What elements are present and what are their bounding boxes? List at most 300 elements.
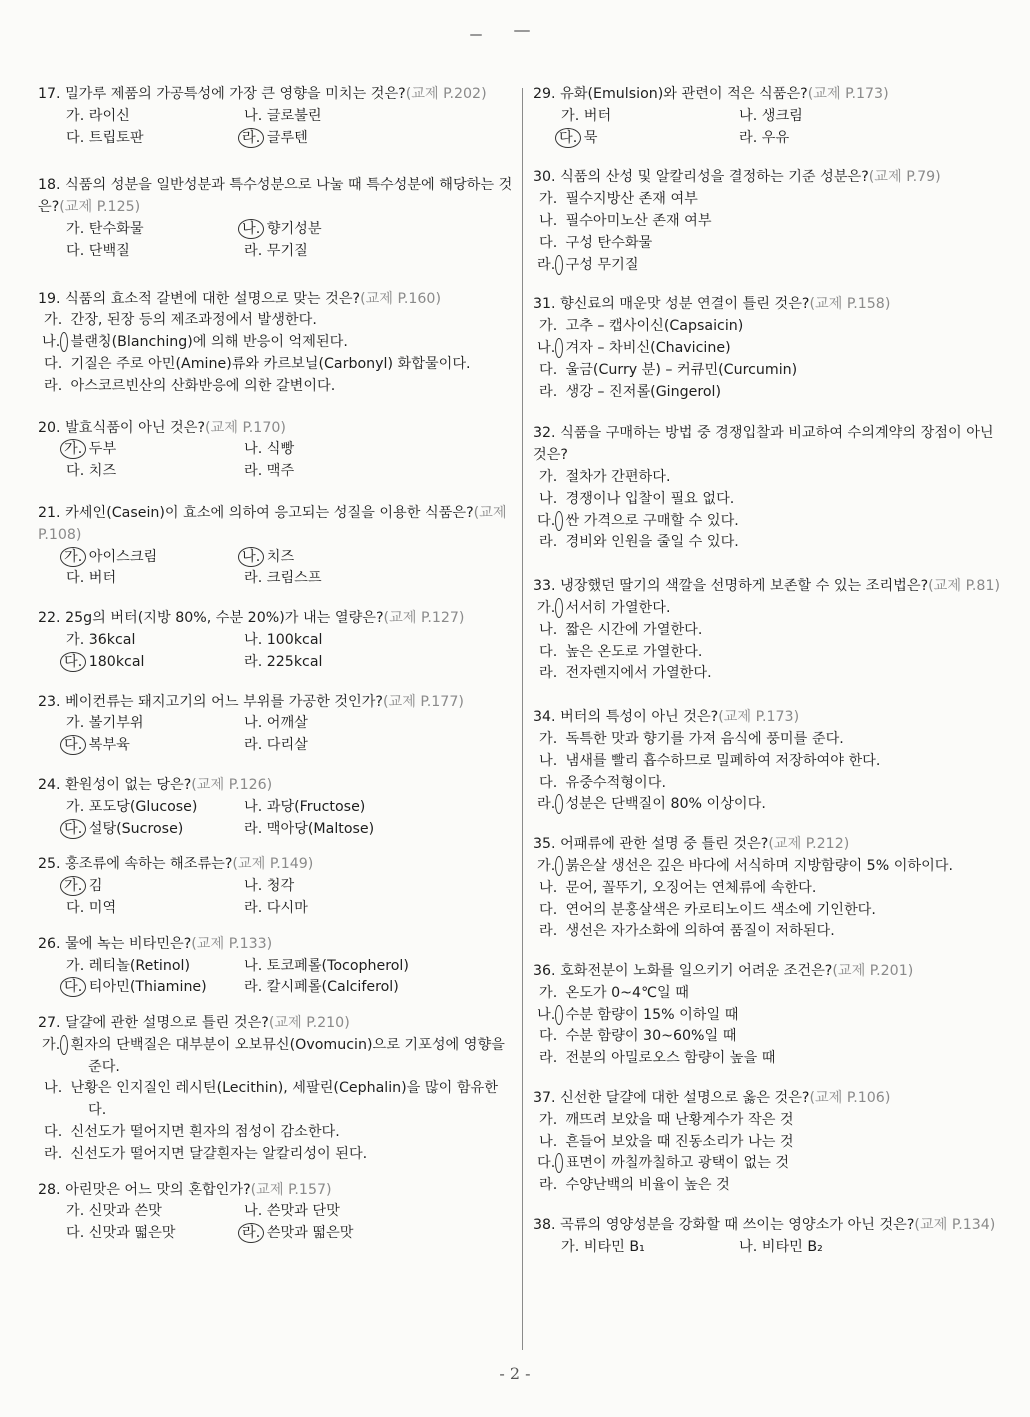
question-stem: 35. 어패류에 관한 설명 중 틀린 것은? (533, 836, 769, 853)
answer-option[interactable] (66, 547, 244, 569)
circled-answer-mark: 라. (238, 1223, 264, 1243)
answer-option[interactable] (66, 1223, 244, 1245)
circled-answer-mark: 라. (238, 128, 264, 148)
option-text: 다시마 (266, 899, 308, 916)
question-text (533, 834, 1011, 856)
option-text: 라이신 (88, 107, 130, 124)
circled-answer-mark: 나. (238, 219, 264, 239)
answer-option[interactable] (244, 652, 422, 674)
answer-option[interactable] (561, 128, 739, 150)
answer-option[interactable]: 가. 필수지방산 존재 여부 (539, 191, 698, 208)
question-text (38, 1180, 516, 1202)
answer-option[interactable] (244, 219, 422, 241)
answer-option[interactable] (537, 338, 1011, 360)
answer-option[interactable] (66, 898, 244, 920)
scan-speck (470, 34, 482, 36)
option-mark: 라. (244, 242, 263, 259)
answer-option[interactable] (66, 1201, 244, 1223)
textbook-reference: (교제 P.133) (191, 935, 273, 952)
answer-option[interactable] (537, 794, 1011, 816)
question-text (533, 707, 1011, 729)
answer-options (66, 439, 516, 483)
answer-option[interactable] (244, 797, 422, 819)
answer-option[interactable] (537, 255, 1011, 277)
question-q38 (533, 1215, 1011, 1259)
textbook-reference: (교제 P.202) (405, 86, 487, 102)
question-q19 (38, 289, 516, 398)
answer-option[interactable]: 다. 연어의 분홍살색은 카로티노이드 색소에 기인한다. (539, 901, 876, 918)
question-text (38, 84, 516, 106)
question-text (533, 423, 1011, 467)
option-text: 트립토판 (88, 129, 144, 146)
answer-option[interactable] (244, 1223, 422, 1245)
answer-options (561, 1237, 1011, 1259)
question-stem: 20. 발효식품이 아닌 것은? (38, 419, 205, 436)
option-text: 구성 무기질 (565, 256, 639, 273)
textbook-reference: (교제 P.125) (59, 199, 141, 216)
option-mark: 가. (66, 631, 85, 648)
option-row (66, 568, 516, 590)
option-mark: 라. (244, 653, 263, 670)
option-mark: 나. (244, 441, 263, 458)
question-q36 (533, 961, 1011, 1070)
answer-option[interactable]: 다. 기질은 주로 아민(Amine)류와 카르보닐(Carbonyl) 화합물이다. (44, 355, 471, 372)
answer-option[interactable] (66, 106, 244, 128)
question-stem: 33. 냉장했던 딸기의 색깔을 선명하게 보존할 수 있는 조리법은? (533, 578, 929, 595)
column-divider (522, 88, 523, 1350)
textbook-reference: (교제 P.173) (807, 86, 889, 102)
option-text: 신선도가 떨어지면 흰자의 점성이 감소한다. (70, 1124, 340, 1141)
option-text: 청각 (266, 878, 295, 895)
textbook-reference: (교제 P.201) (832, 963, 914, 980)
question-stem: 31. 향신료의 매운맛 성분 연결이 틀린 것은? (533, 296, 810, 313)
circled-answer-mark: 가. (60, 1035, 68, 1055)
question-q21 (38, 503, 516, 590)
answer-options (537, 856, 1011, 943)
option-row (66, 106, 516, 128)
answer-option[interactable] (42, 332, 516, 354)
option-text: 무기질 (266, 242, 308, 259)
option-text: 전자렌지에서 가열한다. (565, 665, 712, 682)
option-text: 기질은 주로 아민(Amine)류와 카르보닐(Carbonyl) 화합물이다. (70, 355, 471, 372)
option-mark: 나. (244, 878, 263, 895)
option-mark: 가. (561, 1238, 580, 1255)
answer-option[interactable]: 나. 경쟁이나 입찰이 필요 없다. (539, 490, 735, 507)
answer-option[interactable] (66, 439, 244, 461)
option-mark: 나. (244, 957, 263, 974)
question-stem: 28. 아린맛은 어느 맛의 혼합인가? (38, 1181, 251, 1198)
answer-option[interactable] (66, 241, 244, 263)
question-text (38, 289, 516, 311)
answer-option[interactable] (739, 128, 917, 150)
option-mark: 다. (66, 242, 85, 259)
option-text: 신선도가 떨어지면 달걀흰자는 알칼리성이 된다. (70, 1145, 368, 1162)
option-row (561, 1237, 1011, 1259)
option-row (66, 977, 516, 999)
option-text: 포도당(Glucose) (88, 798, 198, 815)
answer-option[interactable] (244, 819, 422, 841)
option-text: 비타민 B₁ (583, 1238, 645, 1255)
answer-options (42, 310, 516, 397)
answer-option[interactable] (537, 1153, 1011, 1175)
answer-option[interactable]: 나. 문어, 꼴뚜기, 오징어는 연체류에 속한다. (539, 879, 817, 896)
answer-option[interactable]: 라. 전분의 아밀로오스 함량이 높을 때 (539, 1050, 776, 1067)
question-q35 (533, 834, 1011, 943)
answer-option[interactable] (537, 511, 1011, 533)
answer-option[interactable]: 라. 전자렌지에서 가열한다. (539, 665, 712, 682)
question-text (38, 1013, 516, 1035)
circled-answer-mark: 가. (60, 439, 86, 459)
option-text: 아이스크림 (88, 548, 158, 565)
circled-answer-mark: 다. (555, 1153, 563, 1173)
answer-option[interactable] (66, 630, 244, 652)
answer-option[interactable] (66, 735, 244, 757)
answer-option[interactable] (244, 128, 422, 150)
question-stem: 25. 홍조류에 속하는 해조류는? (38, 856, 233, 873)
answer-option[interactable]: 라. 생선은 자가소화에 의하여 품질이 저하된다. (539, 923, 835, 940)
option-text: 수분 함량이 30~60%일 때 (565, 1028, 737, 1045)
option-text: 구성 탄수화물 (565, 234, 653, 251)
option-text: 짧은 시간에 가열한다. (565, 621, 703, 638)
textbook-reference: (교제 P.170) (204, 419, 286, 436)
option-text: 225kcal (266, 653, 323, 670)
answer-option[interactable] (739, 106, 917, 128)
answer-options (66, 219, 516, 263)
question-text (38, 175, 516, 219)
question-stem: 32. 식품을 구매하는 방법 중 경쟁입찰과 비교하여 수의계약의 장점이 아닌 것은? (533, 425, 994, 464)
answer-option[interactable] (244, 568, 422, 590)
option-text: 절차가 간편하다. (565, 468, 671, 485)
answer-option[interactable]: 다. 구성 탄수화물 (539, 234, 653, 251)
textbook-reference: (교제 P.108) (38, 504, 507, 543)
option-text: 글루텐 (266, 129, 308, 146)
answer-option[interactable] (244, 713, 422, 735)
circled-answer-mark: 가. (555, 598, 563, 618)
answer-option[interactable] (66, 713, 244, 735)
answer-option[interactable] (739, 1237, 917, 1259)
answer-option[interactable]: 다. 신선도가 떨어지면 흰자의 점성이 감소한다. (44, 1124, 340, 1141)
option-mark: 나. (739, 1238, 758, 1255)
textbook-reference: (교제 P.158) (809, 296, 891, 313)
option-text: 붉은살 생선은 깊은 바다에 서식하며 지방함량이 5% 이하이다. (565, 857, 954, 874)
answer-option[interactable]: 가. 독특한 맛과 향기를 가져 음식에 풍미를 준다. (539, 730, 844, 747)
question-stem: 38. 곡류의 영양성분을 강화할 때 쓰이는 영양소가 아닌 것은? (533, 1217, 915, 1234)
answer-option[interactable] (66, 797, 244, 819)
answer-option[interactable] (537, 1005, 1011, 1027)
textbook-reference: (교제 P.210) (268, 1015, 350, 1032)
answer-option[interactable]: 다. 울금(Curry 분) – 커큐민(Curcumin) (539, 361, 798, 378)
answer-option[interactable]: 가. 간장, 된장 등의 제조과정에서 발생한다. (44, 312, 317, 329)
option-text: 크림스프 (266, 570, 322, 587)
option-mark: 라. (244, 463, 263, 480)
option-text: 생강 – 진저롤(Gingerol) (565, 383, 722, 400)
option-mark: 나. (244, 715, 263, 732)
option-mark: 라. (244, 820, 263, 837)
option-text: 식빵 (266, 441, 295, 458)
answer-options (537, 189, 1011, 276)
textbook-reference: (교제 P.173) (718, 709, 800, 726)
answer-option[interactable] (561, 106, 739, 128)
option-text: 레티놀(Retinol) (88, 957, 190, 974)
option-text: 신맛과 쓴맛 (88, 1203, 162, 1220)
question-text (533, 961, 1011, 983)
answer-options (42, 1035, 516, 1166)
answer-option[interactable]: 다. 높은 온도로 가열한다. (539, 643, 703, 660)
answer-option[interactable]: 라. 아스코르빈산의 산화반응에 의한 갈변이다. (44, 377, 336, 394)
option-mark: 라. (244, 570, 263, 587)
option-text: 경쟁이나 입찰이 필요 없다. (565, 490, 735, 507)
option-text: 경비와 인원을 줄일 수 있다. (565, 534, 739, 551)
answer-option[interactable]: 라. 생강 – 진저롤(Gingerol) (539, 383, 722, 400)
circled-answer-mark: 나. (555, 338, 563, 358)
option-mark: 다. (66, 129, 85, 146)
option-text: 성분은 단백질이 80% 이상이다. (565, 796, 766, 813)
answer-option[interactable] (244, 439, 422, 461)
answer-options (66, 547, 516, 591)
option-text: 두부 (88, 441, 117, 458)
option-row (66, 898, 516, 920)
answer-option[interactable] (244, 1201, 422, 1223)
question-q25 (38, 854, 516, 919)
question-stem: 37. 신선한 달걀에 대한 설명으로 옳은 것은? (533, 1090, 810, 1107)
option-text: 울금(Curry 분) – 커큐민(Curcumin) (565, 361, 798, 378)
circled-answer-mark: 라. (555, 794, 563, 814)
answer-option[interactable]: 나. 흔들어 보았을 때 진동소리가 나는 것 (539, 1133, 794, 1150)
option-text: 칼시페롤(Calciferol) (266, 979, 399, 996)
option-text: 필수지방산 존재 여부 (565, 191, 698, 208)
question-q34 (533, 707, 1011, 816)
circled-answer-mark: 가. (555, 856, 563, 876)
option-row (66, 956, 516, 978)
question-q23 (38, 692, 516, 757)
option-text: 깨뜨려 보았을 때 난황계수가 작은 것 (565, 1111, 794, 1128)
answer-option[interactable] (537, 598, 1011, 620)
option-text: 과당(Fructose) (266, 798, 366, 815)
answer-option[interactable]: 나. 짧은 시간에 가열한다. (539, 621, 703, 638)
option-text: 토코페롤(Tocopherol) (266, 957, 409, 974)
circled-answer-mark: 다. (60, 652, 86, 672)
circled-answer-mark: 나. (555, 1005, 563, 1025)
option-mark: 가. (66, 798, 85, 815)
option-mark: 가. (66, 107, 85, 124)
circled-answer-mark: 가. (60, 547, 86, 567)
option-mark: 나. (244, 631, 263, 648)
option-text: 치즈 (266, 548, 295, 565)
question-q22 (38, 608, 516, 673)
option-mark: 라. (244, 979, 263, 996)
answer-option[interactable] (244, 547, 422, 569)
option-row (66, 547, 516, 569)
option-row (66, 652, 516, 674)
answer-option[interactable]: 라. 신선도가 떨어지면 달걀흰자는 알칼리성이 된다. (44, 1145, 368, 1162)
option-text: 연어의 분홍살색은 카로티노이드 색소에 기인한다. (565, 901, 876, 918)
option-text: 유중수적형이다. (565, 774, 666, 791)
option-text: 버터 (583, 107, 612, 124)
answer-option[interactable] (42, 1035, 516, 1079)
answer-option[interactable]: 가. 온도가 0~4℃일 때 (539, 984, 689, 1001)
option-text: 냄새를 빨리 흡수하므로 밀폐하여 저장하여야 한다. (565, 752, 881, 769)
answer-option[interactable] (66, 876, 244, 898)
option-text: 버터 (88, 570, 117, 587)
answer-options (66, 797, 516, 841)
answer-options (537, 316, 1011, 403)
textbook-reference: (교제 P.149) (232, 856, 314, 873)
question-stem: 18. 식품의 성분을 일반성분과 특수성분으로 나눌 때 특수성분에 해당하는 것은? (38, 177, 513, 216)
option-mark: 가. (66, 220, 85, 237)
question-q37 (533, 1088, 1011, 1197)
option-row (66, 735, 516, 757)
question-text (533, 294, 1011, 316)
answer-option[interactable] (66, 819, 244, 841)
textbook-reference: (교제 P.106) (809, 1090, 891, 1107)
option-text: 블랜칭(Blanching)에 의해 반응이 억제된다. (70, 334, 348, 351)
textbook-reference: (교제 P.127) (383, 610, 465, 627)
option-text: 티아민(Thiamine) (88, 979, 207, 996)
answer-option[interactable] (244, 898, 422, 920)
option-row (66, 1201, 516, 1223)
answer-option[interactable]: 가. 고추 – 캡사이신(Capsaicin) (539, 318, 744, 335)
option-text: 탄수화물 (88, 220, 144, 237)
option-row (66, 219, 516, 241)
answer-option[interactable]: 가. 절차가 간편하다. (539, 468, 671, 485)
answer-option[interactable] (244, 956, 422, 978)
option-text: 맥아당(Maltose) (266, 820, 375, 837)
question-q32 (533, 423, 1011, 554)
option-row (561, 106, 1011, 128)
answer-option[interactable] (561, 1237, 739, 1259)
answer-option[interactable]: 다. 수분 함량이 30~60%일 때 (539, 1028, 737, 1045)
option-text: 설탕(Sucrose) (88, 820, 184, 837)
question-q18 (38, 175, 516, 262)
question-q30 (533, 167, 1011, 276)
question-text (38, 854, 516, 876)
left-question-column (38, 84, 516, 1245)
question-text (38, 775, 516, 797)
answer-option[interactable]: 라. 경비와 인원을 줄일 수 있다. (539, 534, 739, 551)
option-mark: 나. (244, 107, 263, 124)
question-stem: 17. 밀가루 제품의 가공특성에 가장 큰 영향을 미치는 것은? (38, 86, 406, 102)
option-row (66, 876, 516, 898)
textbook-reference: (교제 P.79) (868, 169, 941, 186)
question-stem: 27. 달걀에 관한 설명으로 틀린 것은? (38, 1015, 269, 1032)
option-row (66, 797, 516, 819)
answer-option[interactable] (244, 977, 422, 999)
question-q28 (38, 1180, 516, 1245)
answer-option[interactable] (244, 106, 422, 128)
option-mark: 가. (66, 715, 85, 732)
option-row (66, 1223, 516, 1245)
textbook-reference: (교제 P.126) (191, 776, 273, 793)
option-text: 전분의 아밀로오스 함량이 높을 때 (565, 1050, 776, 1067)
option-text: 수양난백의 비율이 높은 것 (565, 1177, 730, 1194)
option-text: 180kcal (88, 653, 145, 670)
question-stem: 34. 버터의 특성이 아닌 것은? (533, 709, 719, 726)
question-stem: 21. 카세인(Casein)이 효소에 의하여 응고되는 성질을 이용한 식품은? (38, 504, 474, 521)
answer-option[interactable]: 나. 난황은 인지질인 레시틴(Lecithin), 세팔린(Cephalin)을 많이 함유한다. (44, 1080, 498, 1119)
option-text: 묵 (583, 129, 598, 146)
answer-options (66, 956, 516, 1000)
answer-options (537, 983, 1011, 1070)
option-mark: 라. (739, 129, 758, 146)
circled-answer-mark: 나. (238, 547, 264, 567)
answer-option[interactable] (66, 461, 244, 483)
answer-option[interactable] (244, 461, 422, 483)
answer-option[interactable] (66, 652, 244, 674)
option-row (66, 630, 516, 652)
option-text: 글로불린 (266, 107, 322, 124)
option-text: 필수아미노산 존재 여부 (565, 212, 712, 229)
option-text: 독특한 맛과 향기를 가져 음식에 풍미를 준다. (565, 730, 844, 747)
option-text: 미역 (88, 899, 117, 916)
option-text: 싼 가격으로 구매할 수 있다. (565, 512, 739, 529)
question-q17 (38, 84, 516, 149)
answer-options (66, 876, 516, 920)
question-text (38, 692, 516, 714)
answer-option[interactable] (66, 977, 244, 999)
circled-answer-mark: 다. (60, 735, 86, 755)
answer-option[interactable] (66, 568, 244, 590)
textbook-reference: (교제 P.177) (382, 693, 464, 710)
answer-option[interactable]: 나. 냄새를 빨리 흡수하므로 밀폐하여 저장하여야 한다. (539, 752, 881, 769)
question-text (38, 418, 516, 440)
answer-option[interactable] (537, 856, 1011, 878)
option-text: 문어, 꼴뚜기, 오징어는 연체류에 속한다. (565, 879, 817, 896)
option-text: 어깨살 (266, 715, 308, 732)
option-text: 단백질 (88, 242, 130, 259)
answer-options (537, 1110, 1011, 1197)
answer-options (66, 106, 516, 150)
answer-option[interactable]: 라. 수양난백의 비율이 높은 것 (539, 1177, 730, 1194)
option-mark: 다. (66, 570, 85, 587)
circled-answer-mark: 나. (60, 332, 68, 352)
question-q26 (38, 934, 516, 999)
option-text: 쓴맛과 떫은맛 (266, 1225, 354, 1242)
option-row (66, 461, 516, 483)
option-row (66, 713, 516, 735)
question-stem: 36. 호화전분이 노화를 일으키기 어려운 조건은? (533, 963, 833, 980)
answer-option[interactable] (66, 219, 244, 241)
answer-option[interactable]: 다. 유중수적형이다. (539, 774, 666, 791)
option-mark: 라. (244, 899, 263, 916)
option-mark: 라. (244, 737, 263, 754)
option-text: 흰자의 단백질은 대부분이 오보뮤신(Ovomucin)으로 기포성에 영향을 준다. (70, 1036, 505, 1075)
option-text: 향기성분 (266, 220, 322, 237)
answer-option[interactable] (244, 630, 422, 652)
textbook-reference: (교제 P.157) (250, 1181, 332, 1198)
option-mark: 나. (244, 1203, 263, 1220)
option-mark: 다. (66, 463, 85, 480)
option-text: 복부육 (88, 737, 130, 754)
option-text: 김 (88, 878, 103, 895)
answer-option[interactable] (244, 241, 422, 263)
answer-option[interactable]: 나. 필수아미노산 존재 여부 (539, 212, 712, 229)
option-text: 우유 (761, 129, 790, 146)
circled-answer-mark: 다. (555, 128, 581, 148)
option-row (66, 128, 516, 150)
answer-options (561, 106, 1011, 150)
answer-option[interactable]: 가. 깨뜨려 보았을 때 난황계수가 작은 것 (539, 1111, 794, 1128)
option-text: 맥주 (266, 463, 295, 480)
answer-option[interactable] (66, 128, 244, 150)
answer-option[interactable] (66, 956, 244, 978)
answer-option[interactable] (244, 735, 422, 757)
option-text: 높은 온도로 가열한다. (565, 643, 703, 660)
option-text: 신맛과 떫은맛 (88, 1225, 176, 1242)
answer-option[interactable] (244, 876, 422, 898)
option-text: 간장, 된장 등의 제조과정에서 발생한다. (70, 312, 317, 329)
option-text: 쓴맛과 단맛 (266, 1203, 340, 1220)
option-row (561, 128, 1011, 150)
